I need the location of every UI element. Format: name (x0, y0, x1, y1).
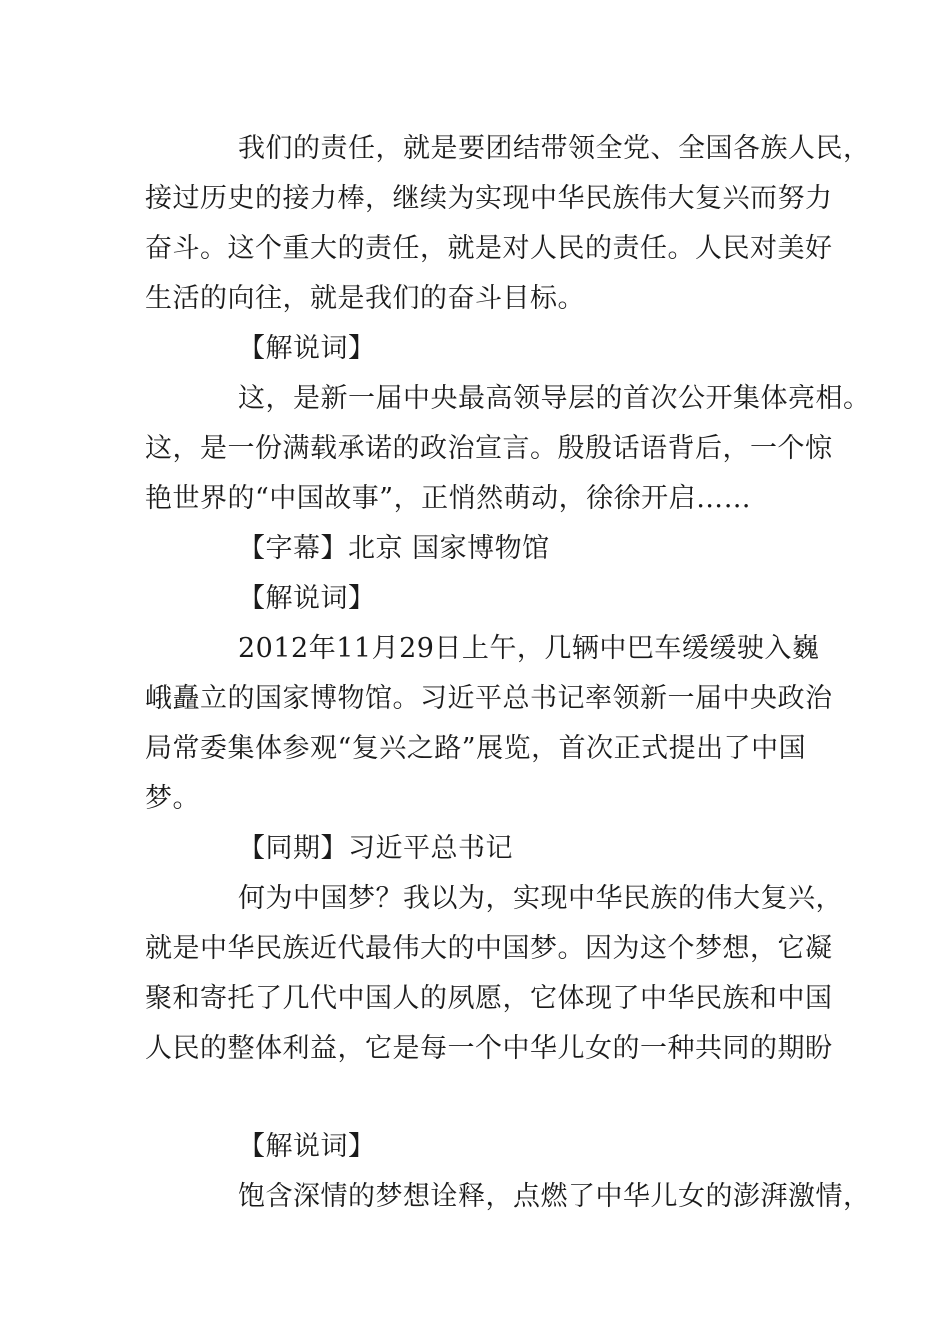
section-heading: 【解说词】 (238, 583, 376, 614)
paragraph-line: 奋斗。这个重大的责任，就是对人民的责任。人民对美好 (145, 233, 833, 264)
section-heading: 【同期】习近平总书记 (238, 833, 513, 864)
paragraph-line: 这，是一份满载承诺的政治宣言。殷殷话语背后，一个惊 (145, 433, 833, 464)
paragraph-line: 人民的整体利益，它是每一个中华儿女的一种共同的期盼 (145, 1033, 833, 1064)
paragraph-line: 接过历史的接力棒，继续为实现中华民族伟大复兴而努力 (145, 183, 833, 214)
section-heading: 【解说词】 (238, 333, 376, 364)
paragraph-line: 我们的责任，就是要团结带领全党、全国各族人民， (238, 133, 871, 164)
paragraph-line: 局常委集体参观“复兴之路”展览，首次正式提出了中国 (145, 733, 807, 764)
paragraph-line: 生活的向往，就是我们的奋斗目标。 (145, 283, 585, 314)
section-heading: 【解说词】 (238, 1131, 376, 1162)
paragraph-line: 何为中国梦？我以为，实现中华民族的伟大复兴， (238, 883, 843, 914)
paragraph-line: 聚和寄托了几代中国人的夙愿，它体现了中华民族和中国 (145, 983, 833, 1014)
paragraph-line: 2012年11月29日上午，几辆中巴车缓缓驶入巍 (238, 633, 820, 664)
paragraph-line: 艳世界的“中国故事”，正悄然萌动，徐徐开启…… (145, 483, 752, 514)
paragraph-line: 就是中华民族近代最伟大的中国梦。因为这个梦想，它凝 (145, 933, 833, 964)
section-heading: 【字幕】北京 国家博物馆 (238, 533, 550, 564)
paragraph-line: 峨矗立的国家博物馆。习近平总书记率领新一届中央政治 (145, 683, 833, 714)
paragraph-line: 这，是新一届中央最高领导层的首次公开集体亮相。 (238, 383, 871, 414)
paragraph-line: 饱含深情的梦想诠释，点燃了中华儿女的澎湃激情， (238, 1181, 871, 1212)
paragraph-line: 梦。 (145, 783, 200, 814)
